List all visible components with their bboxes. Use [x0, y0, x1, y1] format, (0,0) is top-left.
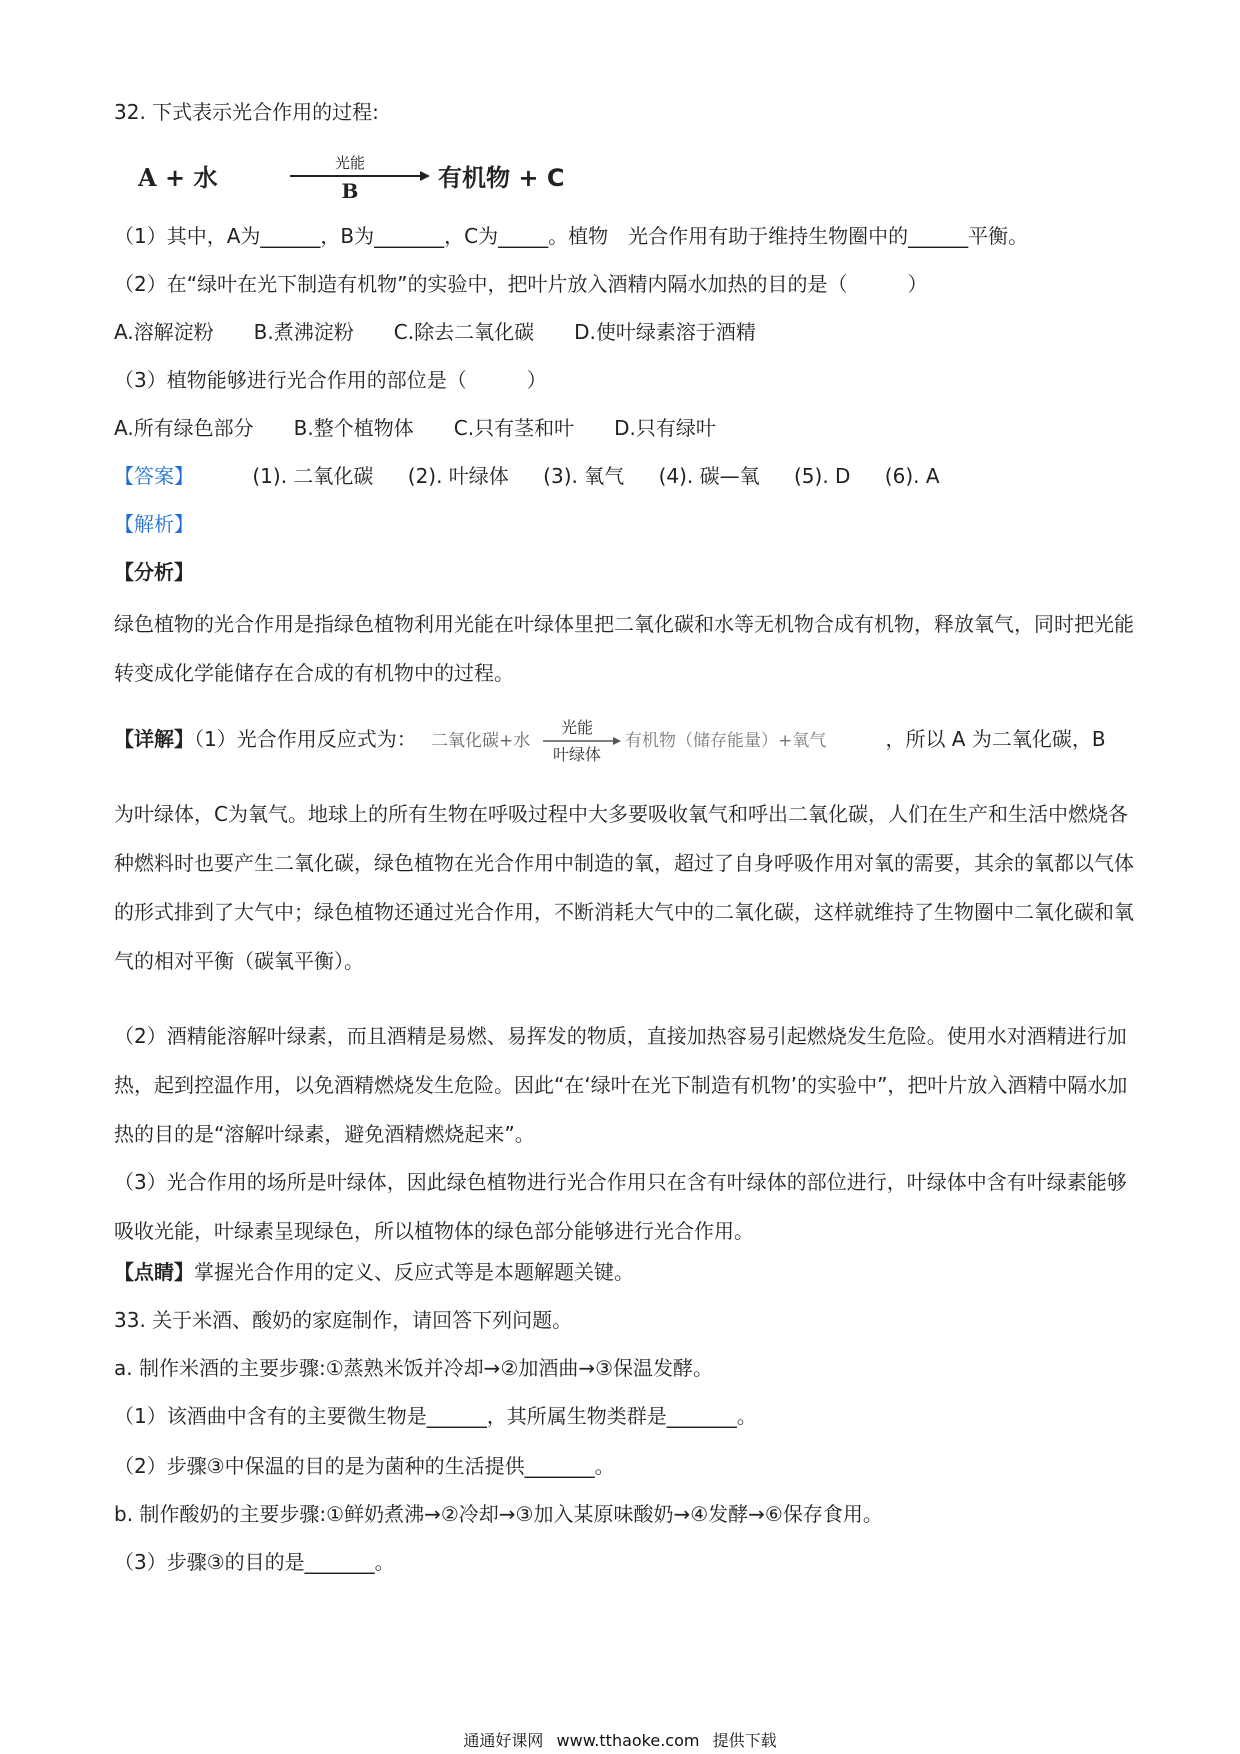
deq-left: 二氧化碳+水	[431, 730, 531, 751]
q33-part3: （3）步骤③的目的是_______。	[114, 1550, 395, 1574]
q33-part1: （1）该酒曲中含有的主要微生物是______，其所属生物类群是_______。	[114, 1404, 757, 1428]
detail-after: ，所以 A 为二氧化碳，B	[885, 727, 1106, 751]
detail-paragraph-1: 为叶绿体，C为氧气。地球上的所有生物在呼吸过程中大多要吸收氧气和呼出二氧化碳，人们在生产和生活中燃烧各种燃料时也要产生二氧化碳，绿色植物在光合作用中制造的氧，超过了自身呼吸作用对氧的需要，其余的氧都以气体的形式排到了大气中；绿色植物还通过光合作用，不断消耗大气中的二氧化碳，这样就维持了生物圈中二氧化碳和氧气的相对平衡（碳氧平衡）。	[114, 802, 1134, 973]
q32-part2-options: A.溶解淀粉 B.煮沸淀粉 C.除去二氧化碳 D.使叶绿素溶于酒精	[114, 320, 756, 344]
answer-tag: 【答案】	[114, 464, 194, 488]
q32-title: 32. 下式表示光合作用的过程:	[114, 100, 379, 124]
answer-5: (5). D	[793, 464, 851, 488]
q33-part-a: a. 制作米酒的主要步骤:①蒸熟米饭并冷却→②加酒曲→③保温发酵。	[114, 1356, 714, 1380]
fenxi-text: 绿色植物的光合作用是指绿色植物利用光能在叶绿体里把二氧化碳和水等无机物合成有机物，释放氧气，同时把光能转变成化学能储存在合成的有机物中的过程。	[114, 612, 1134, 685]
dianjing-tag: 【点睛】	[114, 1260, 194, 1284]
footer-url[interactable]: www.tthaoke.com	[556, 1731, 700, 1750]
eq-bottom: B	[341, 179, 359, 202]
detail-intro-line	[114, 714, 1106, 766]
detail-equation	[431, 716, 871, 766]
analysis-tag: 【解析】	[114, 512, 194, 536]
deq-bottom: 叶绿体	[553, 744, 602, 764]
photosynthesis-equation	[138, 150, 658, 202]
footer-site-name: 通通好课网	[463, 1731, 544, 1750]
footer-note: 提供下载	[712, 1731, 777, 1750]
fenxi-tag: 【分析】	[114, 560, 194, 584]
q33-part2: （2）步骤③中保温的目的是为菌种的生活提供_______。	[114, 1454, 615, 1478]
eq-right: 有机物 + C	[438, 164, 565, 192]
eq-left: A + 水	[138, 163, 218, 192]
detail-paragraph-3: （3）光合作用的场所是叶绿体，因此绿色植物进行光合作用只在含有叶绿体的部位进行，叶绿体中含有叶绿素能够吸收光能，叶绿素呈现绿色，所以植物体的绿色部分能够进行光合作用。	[114, 1170, 1127, 1243]
answer-6: (6). A	[884, 464, 940, 488]
answer-3: (3). 氧气	[543, 464, 625, 488]
dianjing-text: 掌握光合作用的定义、反应式等是本题解题关键。	[194, 1260, 634, 1284]
eq-top: 光能	[334, 154, 366, 172]
detail-paragraph-2: （2）酒精能溶解叶绿素，而且酒精是易燃、易挥发的物质，直接加热容易引起燃烧发生危险。使用水对酒精进行加热，起到控温作用，以免酒精燃烧发生危险。因此“在‘绿叶在光下制造有机物’的实验中”，把叶片放入酒精中隔水加热的目的是“溶解叶绿素，避免酒精燃烧起来”。	[114, 1024, 1128, 1146]
q33-title: 33. 关于米酒、酸奶的家庭制作，请回答下列问题。	[114, 1308, 573, 1332]
q33-part-b: b. 制作酸奶的主要步骤:①鲜奶煮沸→②冷却→③加入某原味酸奶→④发酵→⑥保存食用。	[114, 1502, 883, 1526]
dianjing-line	[114, 1258, 634, 1286]
answer-1: (1). 二氧化碳	[252, 464, 374, 488]
detail-tag: 【详解】	[114, 727, 194, 751]
answer-line	[114, 462, 940, 490]
q32-part3-options: A.所有绿色部分 B.整个植物体 C.只有茎和叶 D.只有绿叶	[114, 416, 716, 440]
q32-part2: （2）在“绿叶在光下制造有机物”的实验中，把叶片放入酒精内隔水加热的目的是（ ）	[114, 272, 928, 296]
q32-part1: （1）其中，A为______，B为_______，C为_____。植物 光合作用有助于维持生物圈中的______平衡。	[114, 224, 1029, 248]
answer-2: (2). 叶绿体	[407, 464, 509, 488]
detail-intro: （1）光合作用反应式为：	[194, 727, 417, 751]
answer-4: (4). 碳—氧	[658, 464, 760, 488]
deq-right: 有机物（储存能量）+氧气	[625, 730, 827, 751]
page-footer	[0, 1728, 1240, 1751]
q32-part3: （3）植物能够进行光合作用的部位是（ ）	[114, 368, 547, 392]
deq-top: 光能	[561, 717, 594, 737]
